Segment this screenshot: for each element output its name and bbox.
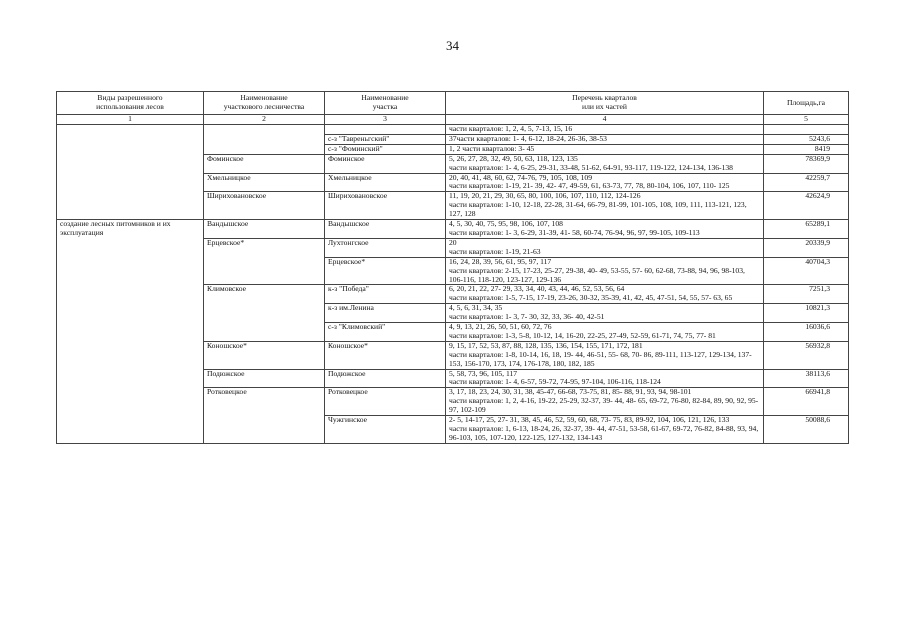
area-cell: 10821,3 — [764, 304, 849, 323]
forestry-cell: Ротковецкое — [204, 388, 325, 443]
site-cell: Ерцевское* — [325, 257, 446, 285]
site-cell: Подюжское — [325, 369, 446, 388]
table-row — [57, 125, 849, 135]
area-cell: 5243,6 — [764, 134, 849, 144]
site-cell: Коношское* — [325, 341, 446, 369]
area-cell: 16036,6 — [764, 323, 849, 342]
area-cell: 42259,7 — [764, 173, 849, 192]
area-cell: 40704,3 — [764, 257, 849, 285]
column-number: 2 — [204, 115, 325, 125]
area-cell: 38113,6 — [764, 369, 849, 388]
use-type-cell: создание лесных питомников и их эксплуатация — [57, 220, 204, 444]
table-header-row — [57, 92, 849, 115]
area-cell: 65289,1 — [764, 220, 849, 239]
forestry-cell: Подюжское — [204, 369, 325, 388]
forestry-cell: Фоминское — [204, 154, 325, 173]
quarters-cell: 5, 58, 73, 96, 105, 117 части кварталов: 1- 4, 6-57, 59-72, 74-95, 97-104, 106-116, 118-124 — [446, 369, 764, 388]
site-cell: Вандышское — [325, 220, 446, 239]
forestry-cell — [204, 125, 325, 155]
site-cell: к-з "Победа" — [325, 285, 446, 304]
column-number: 1 — [57, 115, 204, 125]
site-cell — [325, 125, 446, 135]
quarters-cell: 6, 20, 21, 22, 27- 29, 33, 34, 40, 43, 44, 46, 52, 53, 56, 64 части кварталов: 1-5, 7-15, 17-19, 23-26, 30-32, 35-39, 41, 42, 45, 47-51, 54, 55, 57- 63, 65 — [446, 285, 764, 304]
area-cell: 50088,6 — [764, 416, 849, 444]
quarters-cell: 4, 9, 13, 21, 26, 50, 51, 60, 72, 76 части кварталов: 1-3, 5-8, 10-12, 14, 16-20, 22-25, 27-49, 52-59, 61-71, 74, 75, 77- 81 — [446, 323, 764, 342]
site-cell: с-з "Тавреньгский" — [325, 134, 446, 144]
site-cell: с-з "Фоминский" — [325, 144, 446, 154]
site-cell: Чужгинское — [325, 416, 446, 444]
quarters-cell: 2- 5, 14-17, 25, 27- 31, 38, 45, 46, 52, 59, 60, 68, 73- 75, 83, 89-92, 104, 106, 121, 126, 133 части кварталов: 1, 6-13, 18-24, 26, 32-37, 39- 44, 47-51, 53-58, 61-67, 69-72, 76-82, 84-88, 93, 94, 96-103, 105, 107-120, 122-125, 127-132, 134-143 — [446, 416, 764, 444]
area-cell: 7251,3 — [764, 285, 849, 304]
quarters-cell: 4, 5, 6, 31, 34, 35 части кварталов: 1- 3, 7- 30, 32, 33, 36- 40, 42-51 — [446, 304, 764, 323]
header-use-type: Виды разрешенного использования лесов — [57, 92, 204, 115]
quarters-cell: 3, 17, 18, 23, 24, 30, 31, 38, 45-47, 66-68, 73-75, 81, 85- 88, 91, 93, 94, 98-101 части кварталов: 1, 2, 4-16, 19-22, 25-29, 32-37, 39- 44, 48- 65, 69-72, 76-80, 82-84, 89, 90, 92, 95- 97, 102-109 — [446, 388, 764, 416]
forestry-cell: Ерцевское* — [204, 238, 325, 285]
area-cell — [764, 125, 849, 135]
quarters-cell: 5, 26, 27, 28, 32, 49, 50, 63, 118, 123, 135 части кварталов: 1- 4, 6-25, 29-31, 33-48, 51-62, 64-91, 93-117, 119-122, 124-134, 136-138 — [446, 154, 764, 173]
column-number-row — [57, 115, 849, 125]
header-area: Площадь,га — [764, 92, 849, 115]
forestry-cell: Климовское — [204, 285, 325, 341]
quarters-cell: 16, 24, 28, 39, 56, 61, 95, 97, 117 части кварталов: 2-15, 17-23, 25-27, 29-38, 40- 49, 53-55, 57- 60, 62-68, 73-88, 94, 96, 98-103, 106-116, 118-120, 123-127, 129-136 — [446, 257, 764, 285]
site-cell: Хмельницкое — [325, 173, 446, 192]
site-cell: Лухтонгское — [325, 238, 446, 257]
column-number: 3 — [325, 115, 446, 125]
area-cell: 66941,8 — [764, 388, 849, 416]
area-cell: 8419 — [764, 144, 849, 154]
header-forestry: Наименование участкового лесничества — [204, 92, 325, 115]
forestry-cell: Коношское* — [204, 341, 325, 369]
area-cell: 20339,9 — [764, 238, 849, 257]
quarters-cell: 1, 2 части кварталов: 3- 45 — [446, 144, 764, 154]
quarters-cell: 11, 19, 20, 21, 29, 30, 65, 80, 100, 106, 107, 110, 112, 124-126 части кварталов: 1-10, 12-18, 22-28, 31-64, 66-79, 81-99, 101-105, 108, 109, 111, 113-121, 123, 127, 128 — [446, 192, 764, 220]
header-quarters: Перечень кварталов или их частей — [446, 92, 764, 115]
forestry-cell: Вандышское — [204, 220, 325, 239]
quarters-cell: 20 части кварталов: 1-19, 21-63 — [446, 238, 764, 257]
area-cell: 42624,9 — [764, 192, 849, 220]
site-cell: с-з "Климовский" — [325, 323, 446, 342]
site-cell: Ротковецкое — [325, 388, 446, 416]
header-site: Наименование участка — [325, 92, 446, 115]
quarters-cell: 20, 40, 41, 48, 60, 62, 74-76, 79, 105, 108, 109 части кварталов: 1-19, 21- 39, 42- 47, 49-59, 61, 63-73, 77, 78, 80-104, 106, 107, 110- 125 — [446, 173, 764, 192]
table-row — [57, 220, 849, 239]
quarters-cell: 4, 5, 30, 40, 75, 95, 98, 106, 107, 108 части кварталов: 1- 3, 6-29, 31-39, 41- 58, 60-74, 76-94, 96, 97, 99-105, 109-113 — [446, 220, 764, 239]
site-cell: к-з им.Ленина — [325, 304, 446, 323]
column-number: 4 — [446, 115, 764, 125]
area-cell: 78369,9 — [764, 154, 849, 173]
page-number: 34 — [446, 38, 459, 53]
forestry-cell: Хмельницкое — [204, 173, 325, 192]
column-number: 5 — [764, 115, 849, 125]
use-type-cell — [57, 125, 204, 220]
quarters-cell: 37части кварталов: 1- 4, 6-12, 18-24, 26-36, 38-53 — [446, 134, 764, 144]
area-cell: 56932,8 — [764, 341, 849, 369]
site-cell: Шириховановское — [325, 192, 446, 220]
quarters-cell: части кварталов: 1, 2, 4, 5, 7-13, 15, 16 — [446, 125, 764, 135]
quarters-cell: 9, 15, 17, 52, 53, 87, 88, 128, 135, 136, 154, 155, 171, 172, 181 части кварталов: 1-8, 10-14, 16, 18, 19- 44, 46-51, 55- 68, 70- 86, 89-111, 113-127, 129-134, 137-153, 156-170, 173, 174, 176-178, 180, 182, 185 — [446, 341, 764, 369]
forestry-cell: Шириховановское — [204, 192, 325, 220]
site-cell: Фоминское — [325, 154, 446, 173]
forest-quarters-table — [56, 91, 849, 444]
